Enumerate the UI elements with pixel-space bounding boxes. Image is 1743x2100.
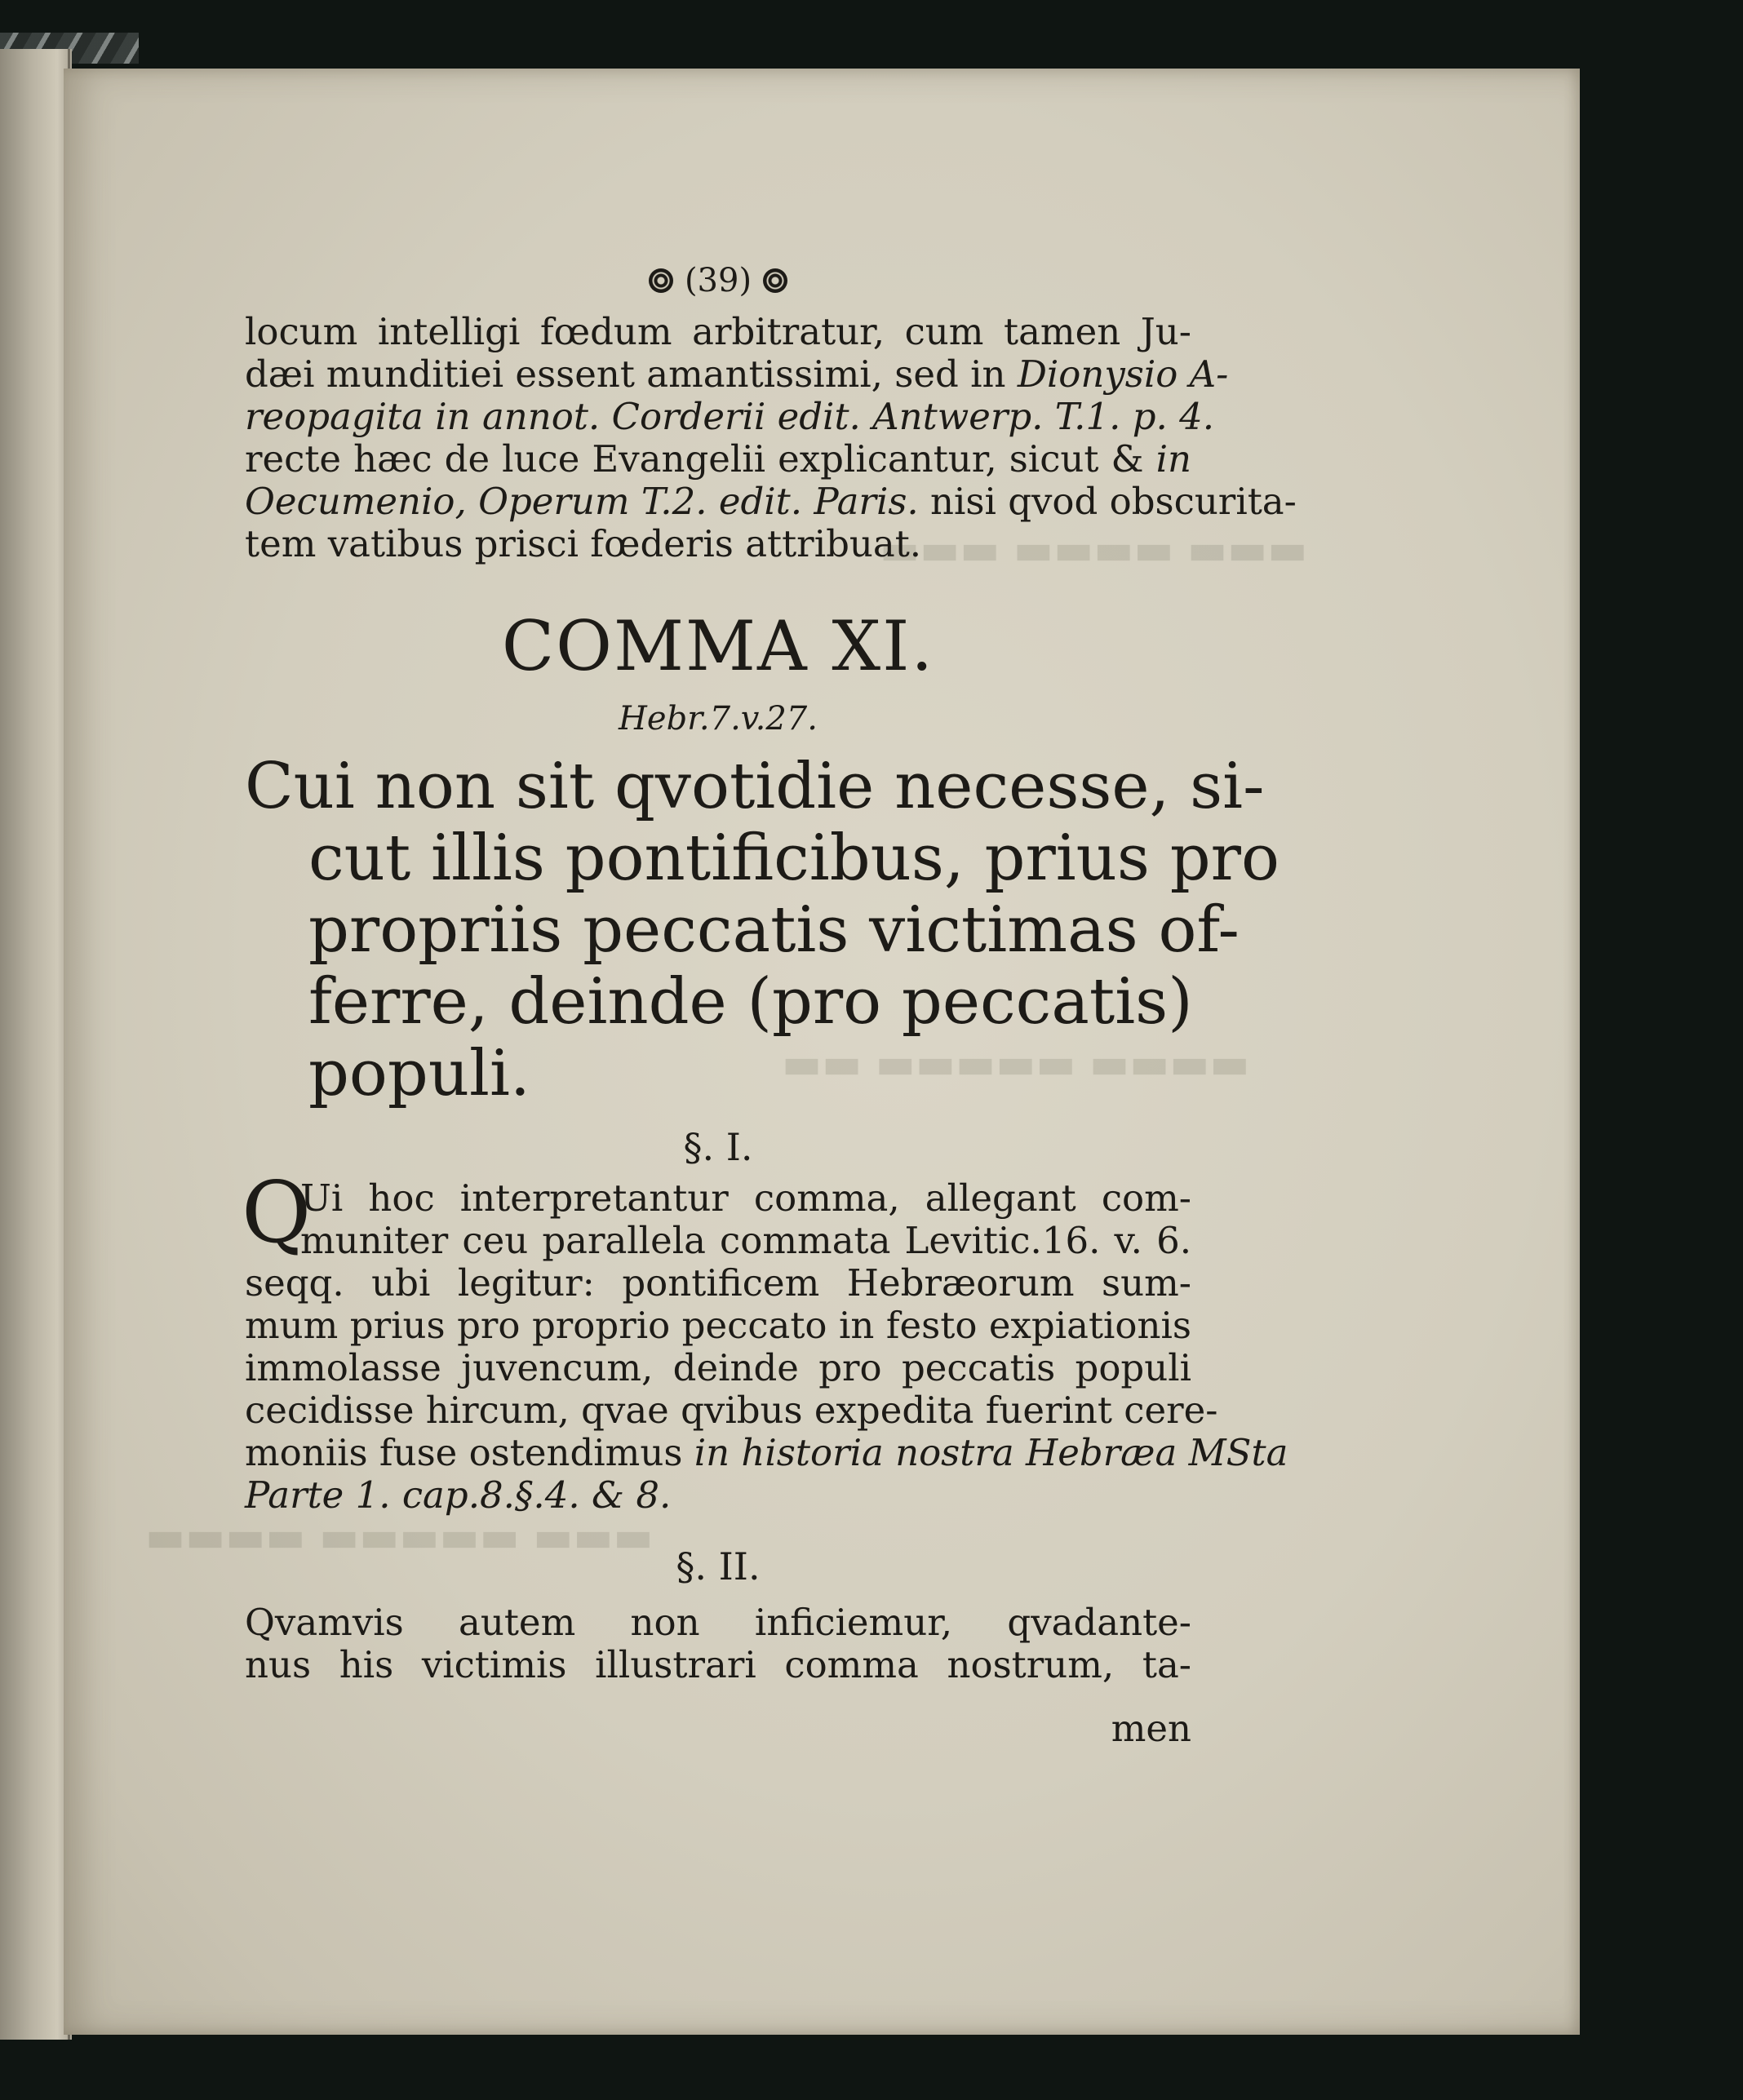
text-line: recte hæc de luce Evangelii explicantur, sicut & in — [245, 437, 1191, 481]
ornament-icon — [649, 268, 673, 293]
show-through-text: ▬▬▬▬ ▬▬▬▬▬ ▬▬ — [782, 1039, 1250, 1088]
verse-line: populi. — [308, 1037, 530, 1110]
verse-reference: Hebr.7.v.27. — [619, 700, 818, 738]
book-page — [64, 69, 1580, 2035]
text-line: reopagita in annot. Corderii edit. Antwerp. T.1. p. 4. — [245, 395, 1215, 438]
text-line: seqq. ubi legitur: pontificem Hebræorum sum- — [245, 1261, 1191, 1305]
text-line: Qvamvis autem non inficiemur, qvadante- — [245, 1601, 1191, 1644]
page-number: (39) — [684, 262, 752, 299]
left-page-edge — [0, 49, 72, 2040]
verse-line: propriis peccatis victimas of- — [308, 893, 1240, 967]
text-line: moniis fuse ostendimus in historia nostra Hebræa MSta — [245, 1431, 1288, 1474]
section-heading: COMMA XI. — [501, 606, 935, 686]
text-line: Ui hoc interpretantur comma, allegant com- — [300, 1176, 1191, 1220]
verse-line: ferre, deinde (pro peccatis) — [308, 965, 1193, 1039]
section-1-mark: §. I. — [683, 1125, 753, 1169]
text-line: Parte 1. cap.8.§.4. & 8. — [245, 1473, 672, 1517]
text-line: dæi munditiei essent amantissimi, sed in Dionysio A- — [245, 352, 1229, 396]
catchword: men — [1111, 1707, 1191, 1750]
show-through-text: ▬▬▬ ▬▬▬▬ ▬▬▬ — [880, 525, 1308, 574]
verse-line: Cui non sit qvotidie necesse, si- — [245, 750, 1265, 823]
verse-line: cut illis pontificibus, prius pro — [308, 822, 1280, 895]
text-line: muniter ceu parallela commata Levitic.16. v. 6. — [300, 1219, 1191, 1262]
show-through-text: ▬▬▬ ▬▬▬▬▬ ▬▬▬▬ — [145, 1513, 654, 1562]
text-line: tem vatibus prisci fœderis attribuat. — [245, 522, 922, 565]
text-line: Oecumenio, Operum T.2. edit. Paris. nisi qvod obscurita- — [245, 480, 1297, 523]
text-line: cecidisse hircum, qvae qvibus expedita fuerint cere- — [245, 1389, 1218, 1432]
text-line: immolasse juvencum, deinde pro peccatis populi — [245, 1346, 1191, 1389]
ornament-icon — [763, 268, 787, 293]
section-2-mark: §. II. — [676, 1544, 761, 1588]
text-line: locum intelligi fœdum arbitratur, cum tamen Ju- — [245, 310, 1191, 353]
drop-cap: Q — [242, 1163, 312, 1262]
text-line: nus his victimis illustrari comma nostrum, ta- — [245, 1643, 1191, 1686]
text-line: mum prius pro proprio peccato in festo expiationis — [245, 1304, 1191, 1347]
running-header — [596, 256, 840, 305]
